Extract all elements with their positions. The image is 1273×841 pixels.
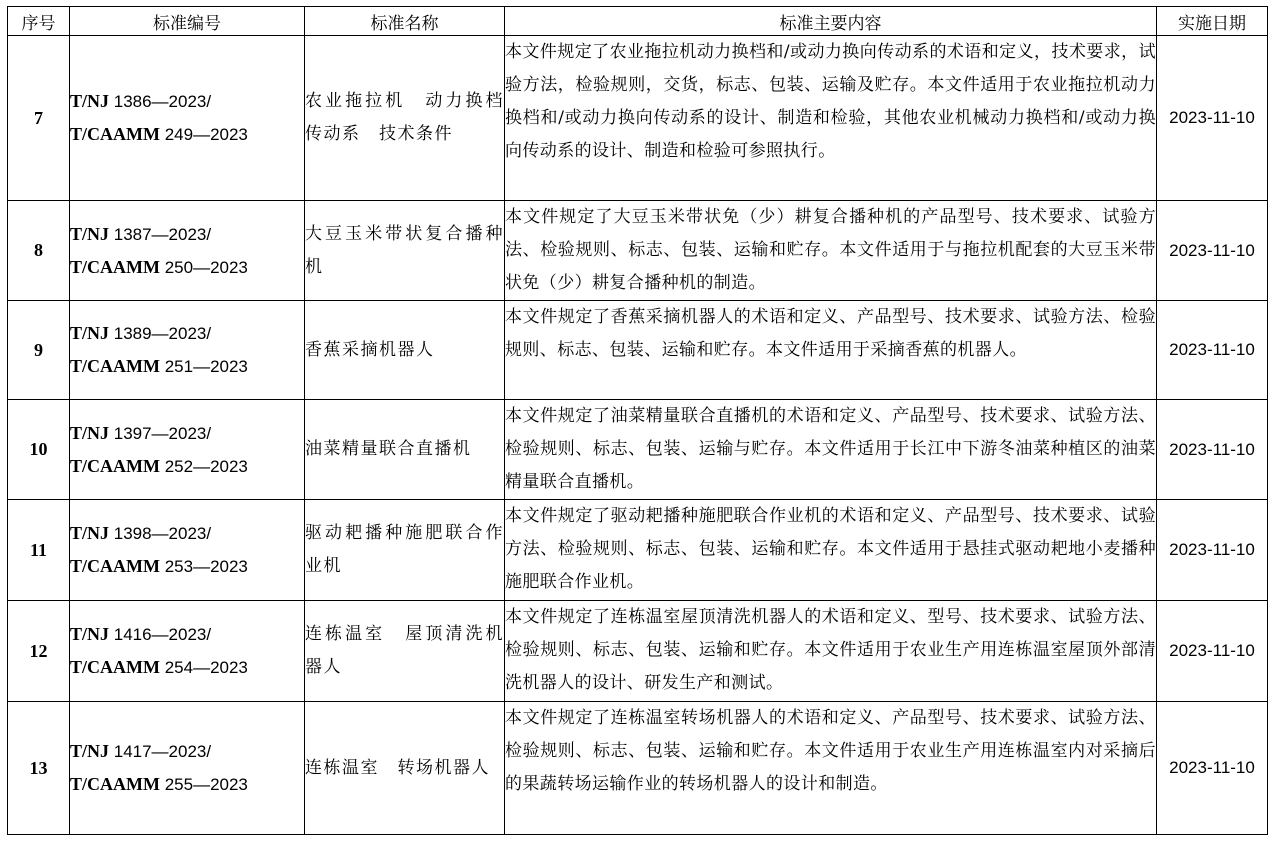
code-prefix: T/CAAMM [70, 556, 160, 576]
code-rest: 253—2023 [159, 557, 248, 576]
row-number: 13 [8, 702, 70, 835]
standard-name: 农业拖拉机 动力换档传动系 技术条件 [305, 36, 505, 201]
code-prefix: T/CAAMM [70, 256, 160, 277]
standard-code [70, 400, 305, 500]
standard-content: 本文件规定了连栋温室屋顶清洗机器人的术语和定义、型号、技术要求、试验方法、检验规则、标志、包装、运输和贮存。本文件适用于农业生产用连栋温室屋顶外部清洗机器人的设计、研发生产和测试。 [505, 601, 1157, 702]
standard-name: 驱动耙播种施肥联合作业机 [305, 500, 505, 601]
standards-table [7, 6, 1268, 835]
implementation-date: 2023-11-10 [1157, 500, 1268, 601]
implementation-date: 2023-11-10 [1157, 36, 1268, 201]
header-content: 标准主要内容 [505, 7, 1157, 36]
code-prefix: T/CAAMM [70, 356, 160, 376]
row-number: 11 [8, 500, 70, 601]
standard-name: 大豆玉米带状复合播种机 [305, 201, 505, 301]
row-number: 7 [8, 36, 70, 201]
code-prefix: T/NJ [70, 323, 110, 343]
standard-content: 本文件规定了驱动耙播种施肥联合作业机的术语和定义、产品型号、技术要求、试验方法、检验规则、标志、包装、运输和贮存。本文件适用于悬挂式驱动耙地小麦播种施肥联合作业机。 [505, 500, 1157, 601]
standard-code [70, 36, 305, 201]
standard-code [70, 702, 305, 835]
table-row [8, 601, 1268, 702]
code-rest: 1398—2023/ [109, 524, 212, 543]
code-prefix: T/CAAMM [70, 657, 160, 677]
code-rest: 1386—2023/ [109, 92, 212, 111]
table-row [8, 400, 1268, 500]
standard-code [70, 201, 305, 301]
standard-content: 本文件规定了香蕉采摘机器人的术语和定义、产品型号、技术要求、试验方法、检验规则、标志、包装、运输和贮存。本文件适用于采摘香蕉的机器人。 [505, 301, 1157, 400]
row-number: 12 [8, 601, 70, 702]
code-rest: 1397—2023/ [109, 423, 212, 443]
implementation-date: 2023-11-10 [1157, 400, 1268, 500]
table-row [8, 36, 1268, 201]
code-rest: 1416—2023/ [109, 625, 212, 644]
code-rest: 255—2023 [159, 775, 248, 794]
code-rest: 254—2023 [159, 658, 248, 677]
code-rest: 1387—2023/ [109, 224, 212, 244]
implementation-date: 2023-11-10 [1157, 601, 1268, 702]
standard-content: 本文件规定了农业拖拉机动力换档和/或动力换向传动系的术语和定义，技术要求，试验方法，检验规则，交货，标志、包装、运输及贮存。本文件适用于农业拖拉机动力换档和/或动力换向传动系的设计、制造和检验，其他农业机械动力换档和/或动力换向传动系的设计、制造和检验可参照执行。 [505, 36, 1157, 201]
table-header-row [8, 7, 1268, 36]
row-number: 9 [8, 301, 70, 400]
table-row [8, 201, 1268, 301]
code-prefix: T/CAAMM [70, 774, 160, 794]
code-prefix: T/CAAMM [70, 124, 160, 144]
code-prefix: T/NJ [70, 741, 110, 761]
code-rest: 252—2023 [159, 456, 248, 476]
standard-content: 本文件规定了连栋温室转场机器人的术语和定义、产品型号、技术要求、试验方法、检验规则、标志、包装、运输和贮存。本文件适用于农业生产用连栋温室内对采摘后的果蔬转场运输作业的转场机器人的设计和制造。 [505, 702, 1157, 835]
standard-name: 油菜精量联合直播机 [305, 400, 505, 500]
row-number: 8 [8, 201, 70, 301]
code-prefix: T/NJ [70, 523, 110, 543]
implementation-date: 2023-11-10 [1157, 702, 1268, 835]
code-prefix: T/CAAMM [70, 455, 160, 476]
code-rest: 1389—2023/ [109, 324, 212, 343]
code-rest: 1417—2023/ [109, 742, 212, 761]
code-prefix: T/NJ [70, 422, 110, 443]
header-date: 实施日期 [1157, 7, 1268, 36]
header-no: 序号 [8, 7, 70, 36]
code-rest: 251—2023 [159, 357, 248, 376]
standard-content: 本文件规定了大豆玉米带状免（少）耕复合播种机的产品型号、技术要求、试验方法、检验规则、标志、包装、运输和贮存。本文件适用于与拖拉机配套的大豆玉米带状免（少）耕复合播种机的制造。 [505, 201, 1157, 301]
header-name: 标准名称 [305, 7, 505, 36]
standard-name: 连栋温室 屋顶清洗机器人 [305, 601, 505, 702]
table-row [8, 702, 1268, 835]
table-row [8, 500, 1268, 601]
table-row [8, 301, 1268, 400]
standard-content: 本文件规定了油菜精量联合直播机的术语和定义、产品型号、技术要求、试验方法、检验规则、标志、包装、运输与贮存。本文件适用于长江中下游冬油菜种植区的油菜精量联合直播机。 [505, 400, 1157, 500]
code-prefix: T/NJ [70, 91, 110, 111]
standard-name: 香蕉采摘机器人 [305, 301, 505, 400]
code-rest: 249—2023 [159, 125, 248, 144]
standard-code [70, 601, 305, 702]
implementation-date: 2023-11-10 [1157, 301, 1268, 400]
code-prefix: T/NJ [70, 624, 110, 644]
header-code: 标准编号 [70, 7, 305, 36]
code-prefix: T/NJ [70, 223, 110, 244]
standard-code [70, 301, 305, 400]
standard-name: 连栋温室 转场机器人 [305, 702, 505, 835]
code-rest: 250—2023 [159, 257, 248, 277]
row-number: 10 [8, 400, 70, 500]
implementation-date: 2023-11-10 [1157, 201, 1268, 301]
standard-code [70, 500, 305, 601]
